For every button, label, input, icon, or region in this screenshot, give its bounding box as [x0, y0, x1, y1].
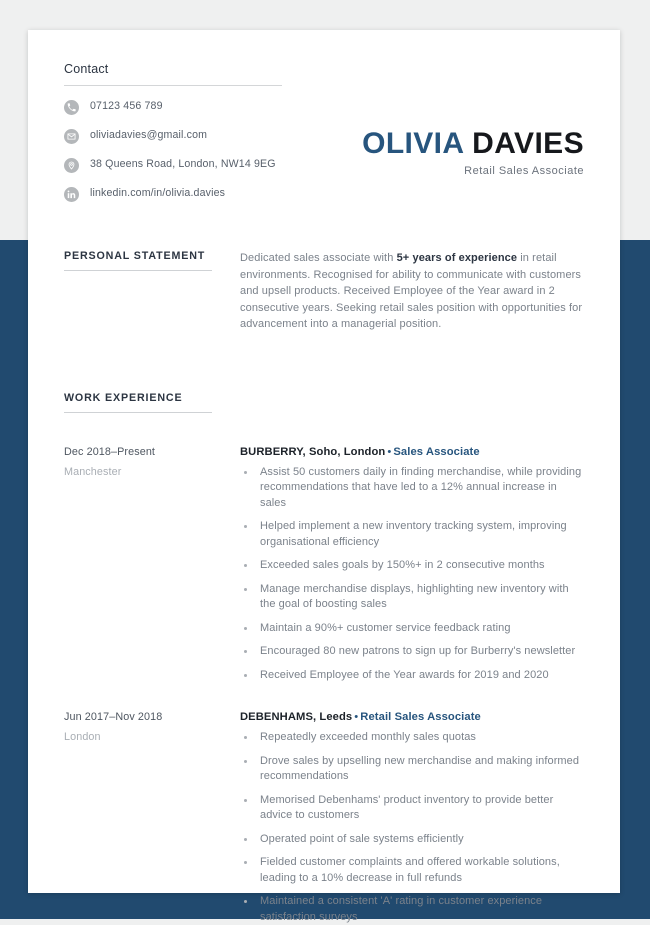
statement-highlight: 5+ years of experience: [397, 252, 518, 264]
jobs-container: [64, 446, 584, 925]
work-experience-heading-wrap: [64, 392, 212, 413]
job-role: Sales Associate: [393, 446, 479, 458]
contact-phone-value: 07123 456 789: [90, 99, 163, 114]
contact-divider: [64, 85, 282, 86]
job-company: DEBENHAMS, Leeds: [240, 711, 352, 723]
job-dates: Dec 2018–Present: [64, 446, 224, 458]
job-separator: •: [352, 711, 360, 723]
job-bullet-list: [240, 465, 584, 684]
personal-statement-text: [240, 250, 584, 333]
location-pin-icon: [64, 158, 79, 173]
first-name: OLIVIA: [362, 127, 463, 160]
resume-body: [28, 250, 620, 925]
last-name: DAVIES: [472, 127, 584, 160]
job-bullet: Received Employee of the Year awards for 2019 and 2020: [240, 668, 584, 684]
contact-email-value: oliviadavies@gmail.com: [90, 128, 207, 143]
job-dates: Jun 2017–Nov 2018: [64, 711, 224, 723]
section-personal-statement: [64, 250, 584, 344]
linkedin-icon: [64, 187, 79, 202]
phone-icon: [64, 100, 79, 115]
section-work-experience: [64, 392, 584, 925]
statement-text-after: in retail environments. Recognised for ability to communicate with customers and upsell products. Received Employee of the Year award in 2 consecutive years. Seeking retail sales position with opportunities for advancement into a managerial position.: [240, 252, 582, 330]
contact-item-linkedin[interactable]: [64, 186, 282, 202]
statement-text-before: Dedicated sales associate with: [240, 252, 397, 264]
job-location: Manchester: [64, 466, 224, 478]
job-bullet: Maintained a consistent 'A' rating in customer experience satisfaction surveys: [240, 894, 584, 925]
personal-statement-heading-wrap: [64, 250, 212, 271]
job-bullet: Maintain a 90%+ customer service feedback rating: [240, 621, 584, 637]
job-company: BURBERRY, Soho, London: [240, 446, 385, 458]
personal-statement-divider: [64, 270, 212, 271]
personal-statement-title: PERSONAL STATEMENT: [64, 250, 212, 270]
work-experience-title: WORK EXPERIENCE: [64, 392, 212, 412]
job-entry: [64, 711, 584, 925]
header-job-title: Retail Sales Associate: [362, 165, 584, 177]
job-location: London: [64, 731, 224, 743]
contact-item-email[interactable]: [64, 128, 282, 144]
job-bullet: Fielded customer complaints and offered workable solutions, leading to a 10% decrease in full refunds: [240, 855, 584, 886]
job-title-line: [240, 711, 584, 723]
full-name: [362, 128, 584, 160]
work-experience-divider: [64, 412, 212, 413]
job-meta: [64, 446, 224, 478]
job-title-line: [240, 446, 584, 458]
job-bullet-list: [240, 730, 584, 925]
job-bullet: Repeatedly exceeded monthly sales quotas: [240, 730, 584, 746]
job-details: [240, 711, 584, 925]
envelope-icon: [64, 129, 79, 144]
contact-linkedin-value: linkedin.com/in/olivia.davies: [90, 186, 225, 201]
contact-address-value: 38 Queens Road, London, NW14 9EG: [90, 157, 276, 172]
job-bullet: Manage merchandise displays, highlighting new inventory with the goal of boosting sales: [240, 582, 584, 613]
job-bullet: Exceeded sales goals by 150%+ in 2 consecutive months: [240, 558, 584, 574]
job-bullet: Helped implement a new inventory tracking system, improving organisational efficiency: [240, 519, 584, 550]
job-details: [240, 446, 584, 684]
contact-item-address[interactable]: [64, 157, 282, 173]
name-block: [362, 128, 584, 177]
resume-header: [28, 30, 620, 198]
job-bullet: Operated point of sale systems efficiently: [240, 832, 584, 848]
job-bullet: Encouraged 80 new patrons to sign up for Burberry's newsletter: [240, 644, 584, 660]
resume-page: [28, 30, 620, 893]
job-entry: [64, 446, 584, 684]
contact-block: [64, 62, 282, 202]
job-bullet: Assist 50 customers daily in finding merchandise, while providing recommendations that have led to a 12% annual increase in sales: [240, 465, 584, 512]
job-meta: [64, 711, 224, 743]
contact-item-phone[interactable]: [64, 99, 282, 115]
job-bullet: Memorised Debenhams' product inventory to provide better advice to customers: [240, 793, 584, 824]
contact-heading: Contact: [64, 62, 282, 85]
job-separator: •: [385, 446, 393, 458]
job-bullet: Drove sales by upselling new merchandise and making informed recommendations: [240, 754, 584, 785]
personal-statement-body: [240, 250, 584, 333]
job-role: Retail Sales Associate: [360, 711, 481, 723]
